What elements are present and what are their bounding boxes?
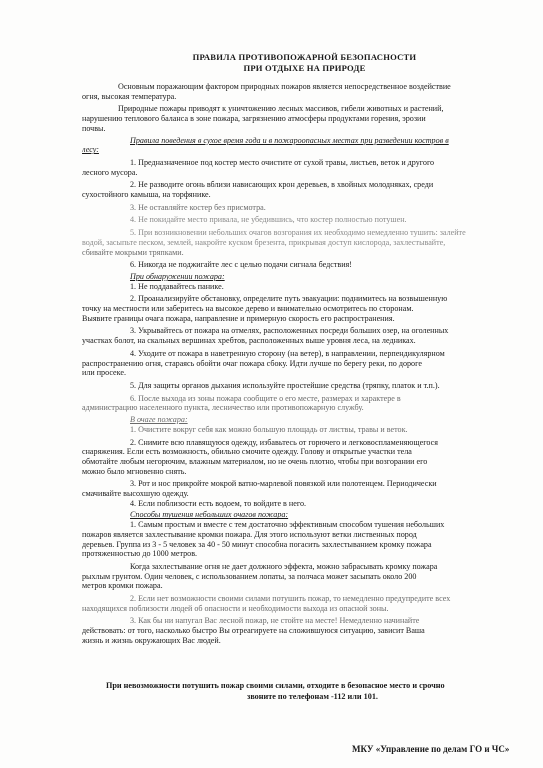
rule-line: 2. Снимите всю плавящуюся одежду, избавьтесь от горючего и легковоспламеняющегося: [130, 437, 438, 447]
rule-line: 2. Не разводите огонь вблизи нависающих крон деревьев, в хвойных молодняках, среди: [130, 180, 434, 190]
rule-line: жизнь и жизнь окружающих Вас людей.: [82, 635, 221, 645]
rule-line: 1. Не поддавайтесь панике.: [130, 281, 224, 291]
rule-line: можно было мгновенно снять.: [82, 466, 187, 476]
rule-line: 1. Очистите вокруг себя как можно большую площадь от листвы, травы и веток.: [130, 424, 408, 434]
document-title: [82, 52, 543, 73]
rule-line: снаряжения. Если есть возможность, обильно смочите одежду. Голову и открытые участки тела: [82, 447, 412, 457]
rule-line: 4. Не покидайте место привала, не убедившись, что костер полностью потушен.: [130, 215, 407, 225]
rule-line: 6. После выхода из зоны пожара сообщите о его месте, размерах и характере в: [130, 393, 401, 403]
section-heading-fire-detected: При обнаружении пожара:: [130, 271, 225, 281]
section-heading-campfire-cont: лесу:: [82, 145, 99, 155]
document-body: [82, 52, 543, 646]
rule-line: 5. При возникновении небольших очагов возгорания их необходимо немедленно тушить: залейте: [130, 228, 466, 238]
rule-line: администрацию населенного пункта, лесничество или противопожарную службу.: [82, 403, 364, 413]
rule-line: 5. Для защиты органов дыхания используйте простейшие средства (тряпку, платок и т.п.).: [130, 380, 440, 390]
rule-line: 2. Проанализируйте обстановку, определите путь эвакуации: поднимитесь на возвышенную: [130, 294, 448, 304]
rule-line: 1. Самым простым и вместе с тем достаточно эффективным способом тушения небольших: [130, 520, 445, 530]
intro-line: нарушению теплового баланса в зоне пожара, загрязнению атмосферы продуктами горения, эрозии: [82, 114, 426, 124]
rule-line: 2. Если нет возможности своими силами потушить пожар, то немедленно предупредите всех: [130, 594, 451, 604]
rule-line: сбивайте мокрыми тряпками.: [82, 247, 184, 257]
rule-line: 3. Не оставляйте костер без присмотра.: [130, 202, 266, 212]
rule-line: находящихся поблизости людей об опасности и необходимости выхода из опасной зоны.: [82, 603, 389, 613]
rule-line: обмотайте любым негорючим, влажным материалом, но не очень плотно, чтобы при возгорании его: [82, 456, 428, 466]
rule-line: 4. Уходите от пожара в наветренную сторону (на ветер), в направлении, перпендикулярном: [130, 348, 445, 358]
section-heading-extinguishing: Способы тушения небольших очагов пожара:: [130, 510, 289, 520]
rule-line: Выявите границы очага пожара, направление и примерную скорость его распространения.: [82, 313, 395, 323]
rule-line: 3. Как бы ни напугал Вас лесной пожар, не стойте на месте! Немедленно начинайте: [130, 616, 420, 626]
title-line-2: ПРИ ОТДЫХЕ НА ПРИРОДЕ: [243, 62, 366, 73]
rule-line: Когда захлестывание огня не дает должного эффекта, можно забрасывать кромку пожара: [130, 561, 438, 571]
rule-line: или просеке.: [82, 368, 126, 378]
rule-line: протяженностью до 1000 метров.: [82, 549, 198, 559]
rule-line: водой, засыпьте песком, землей, накройте куском брезента, прикрывая доступ кислорода, захлестывайте,: [82, 237, 446, 247]
organization-signature: МКУ «Управление по делам ГО и ЧС»: [352, 744, 510, 754]
emergency-phone-line: звоните по телефонам -112 или 101.: [247, 692, 378, 701]
rule-line: 3. Рот и нос прикройте мокрой ватно-марлевой повязкой или полотенцем. Периодически: [130, 479, 437, 489]
rule-line: 4. Если поблизости есть водоем, то войдите в него.: [130, 498, 307, 508]
rule-line: сухостойного камыша, на торфянике.: [82, 190, 211, 200]
rule-line: метров кромки пожара.: [82, 581, 163, 591]
rule-line: деревьев. Группа из 3 - 5 человек за 40 - 50 минут способна погасить захлестыванием кромку пожара: [82, 539, 432, 549]
rule-line: лесного мусора.: [82, 167, 138, 177]
title-line-1: ПРАВИЛА ПРОТИВОПОЖАРНОЙ БЕЗОПАСНОСТИ: [192, 52, 417, 62]
section-heading-campfire: Правила поведения в сухое время года и в пожароопасных местах при разведении костров в: [130, 135, 449, 145]
intro-line: Природные пожары приводят к уничтожению лесных массивов, гибели животных и растений,: [118, 104, 444, 114]
intro-line: почвы.: [82, 123, 106, 133]
emergency-notice-line: При невозможности потушить пожар своими силами, отходите в безопасное место и срочно: [106, 681, 445, 690]
intro-line: огня, высокая температура.: [82, 91, 177, 101]
rule-line: 6. Никогда не поджигайте лес с целью подачи сигнала бедствия!: [130, 260, 352, 270]
rule-line: точку на местности или заберитесь на высокое дерево и внимательно осмотритесь по сторонам.: [82, 304, 414, 314]
rule-line: действовать: от того, насколько быстро Вы отреагируете на сложившуюся ситуацию, зависит Ваша: [82, 626, 425, 636]
rule-line: 3. Укрывайтесь от пожара на отмелях, расположенных посреди больших озер, на оголенных: [130, 326, 449, 336]
rule-line: рыхлым грунтом. Один человек, с использованием лопаты, за полчаса может засыпать около 200: [82, 571, 417, 581]
rule-line: участках болот, на скальных вершинах хребтов, расположенных выше уровня леса, на ледниках.: [82, 336, 416, 346]
rule-line: 1. Предназначенное под костер место очистите от сухой травы, листьев, веток и другого: [130, 157, 435, 167]
rule-line: распространению огня, стараясь обойти очаг пожара сбоку. Идти лучше по берегу реки, по дороге: [82, 358, 422, 368]
rule-line: пожаров является захлестывание кромки пожара. Для этого используют ветки лиственных пород: [82, 529, 417, 539]
intro-line: Основным поражающим фактором природных пожаров является непосредственное воздействие: [118, 82, 451, 91]
section-heading-in-fire: В очаге пожара:: [130, 415, 188, 425]
rule-line: смачивайте высохшую одежду.: [82, 489, 189, 499]
emergency-notice: [82, 680, 543, 702]
